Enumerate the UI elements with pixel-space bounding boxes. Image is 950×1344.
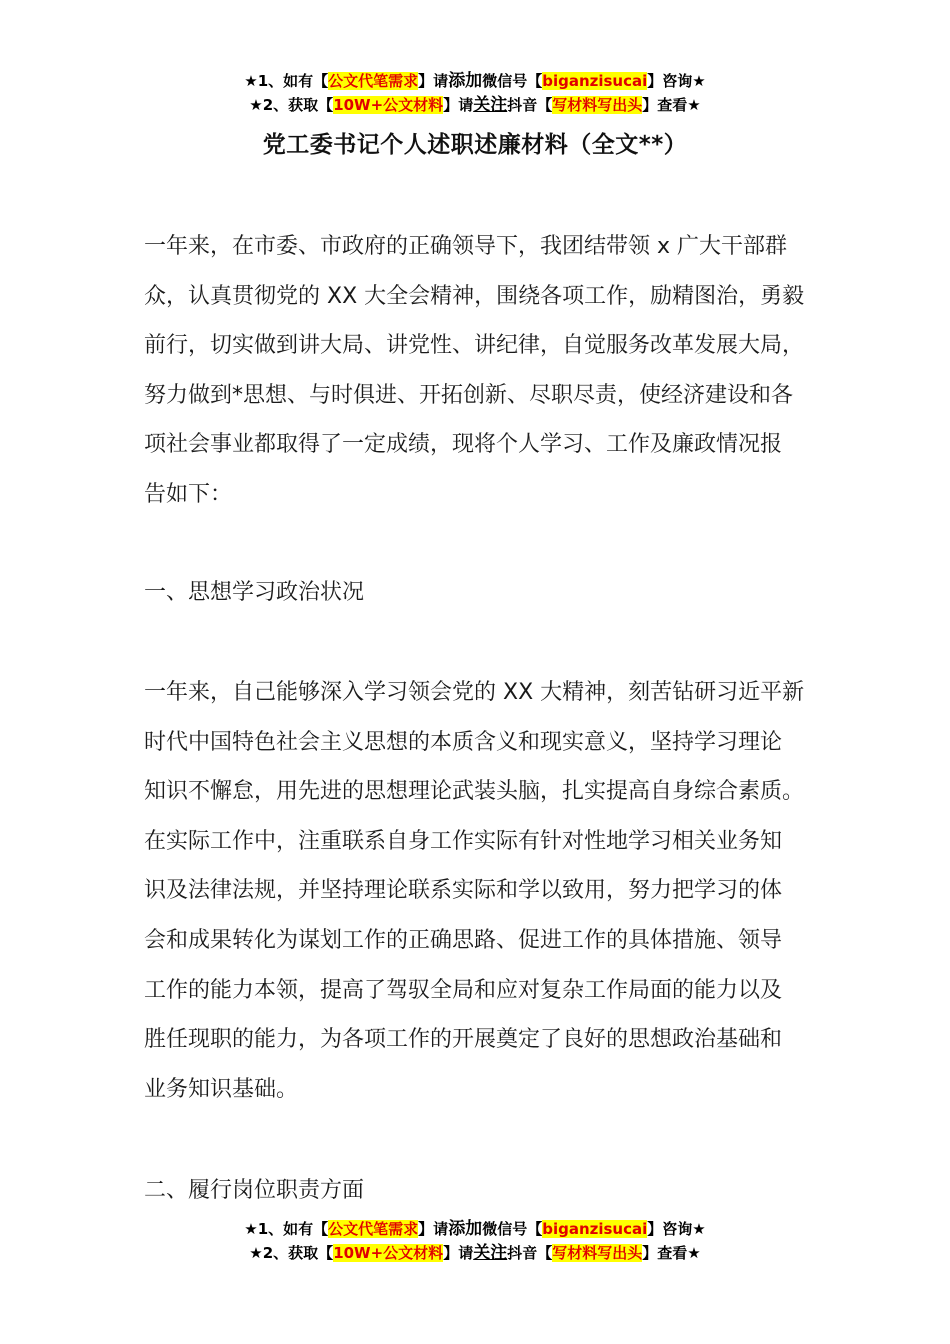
top-ad-banner: [0, 69, 950, 117]
highlight-douyin: 写材料写出头: [552, 1244, 643, 1262]
section-1-paragraph: 一年来，自己能够深入学习领会党的 XX 大精神，刻苦钻研习近平新 时代中国特色社会主义思想的本质含义和现实意义，坚持学习理论 知识不懈怠，用先进的思想理论武装头脑，扎实提高自身综合素质。 在实际工作中，注重联系自身工作实际有针对性地学习相关业务知 识及法律法规，并坚持理论联系实际和学以致用，努力把学习的体 会和成果转化为谋划工作的正确思路、促进工作的具体措施、领导 工作的能力本领，提高了驾驭全局和应对复杂工作局面的能力以及 胜任现职的能力，为各项工作的开展奠定了良好的思想政治基础和 业务知识基础。: [144, 680, 805, 1102]
intro-paragraph: 一年来，在市委、市政府的正确领导下，我团结带领 x 广大干部群 众，认真贯彻党的 XX 大全会精神，围绕各项工作，励精图治，勇毅 前行，切实做到讲大局、讲党性、讲纪律，自觉服务改革发展大局， 努力做到*思想、与时俱进、开拓创新、尽职尽责，使经济建设和各 项社会事业都取得了一定成绩，现将个人学习、工作及廉政情况报 告如下：: [144, 234, 805, 507]
highlight-materials: 10W+公文材料: [333, 1244, 444, 1262]
section-heading-2: 二、履行岗位职责方面: [144, 1178, 365, 1203]
bottom-ad-banner: [0, 1217, 950, 1265]
highlight-service: 公文代笔需求: [328, 1220, 419, 1238]
highlight-service: 公文代笔需求: [328, 72, 419, 90]
highlight-materials: 10W+公文材料: [333, 96, 444, 114]
highlight-wechat-id: biganzisucai: [542, 1220, 648, 1238]
section-heading-1: 一、思想学习政治状况: [144, 580, 365, 605]
ad-line-2: ★2、获取【10W+公文材料】请关注抖音【写材料写出头】查看★: [249, 95, 701, 115]
document-title: 党工委书记个人述职述廉材料（全文**）: [262, 132, 688, 158]
ad-line-1: ★1、如有【公文代笔需求】请添加微信号【biganzisucai】咨询★: [244, 71, 706, 91]
ad-line-1: ★1、如有【公文代笔需求】请添加微信号【biganzisucai】咨询★: [244, 1219, 706, 1239]
highlight-wechat-id: biganzisucai: [542, 72, 648, 90]
ad-line-2: ★2、获取【10W+公文材料】请关注抖音【写材料写出头】查看★: [249, 1243, 701, 1263]
highlight-douyin: 写材料写出头: [552, 96, 643, 114]
